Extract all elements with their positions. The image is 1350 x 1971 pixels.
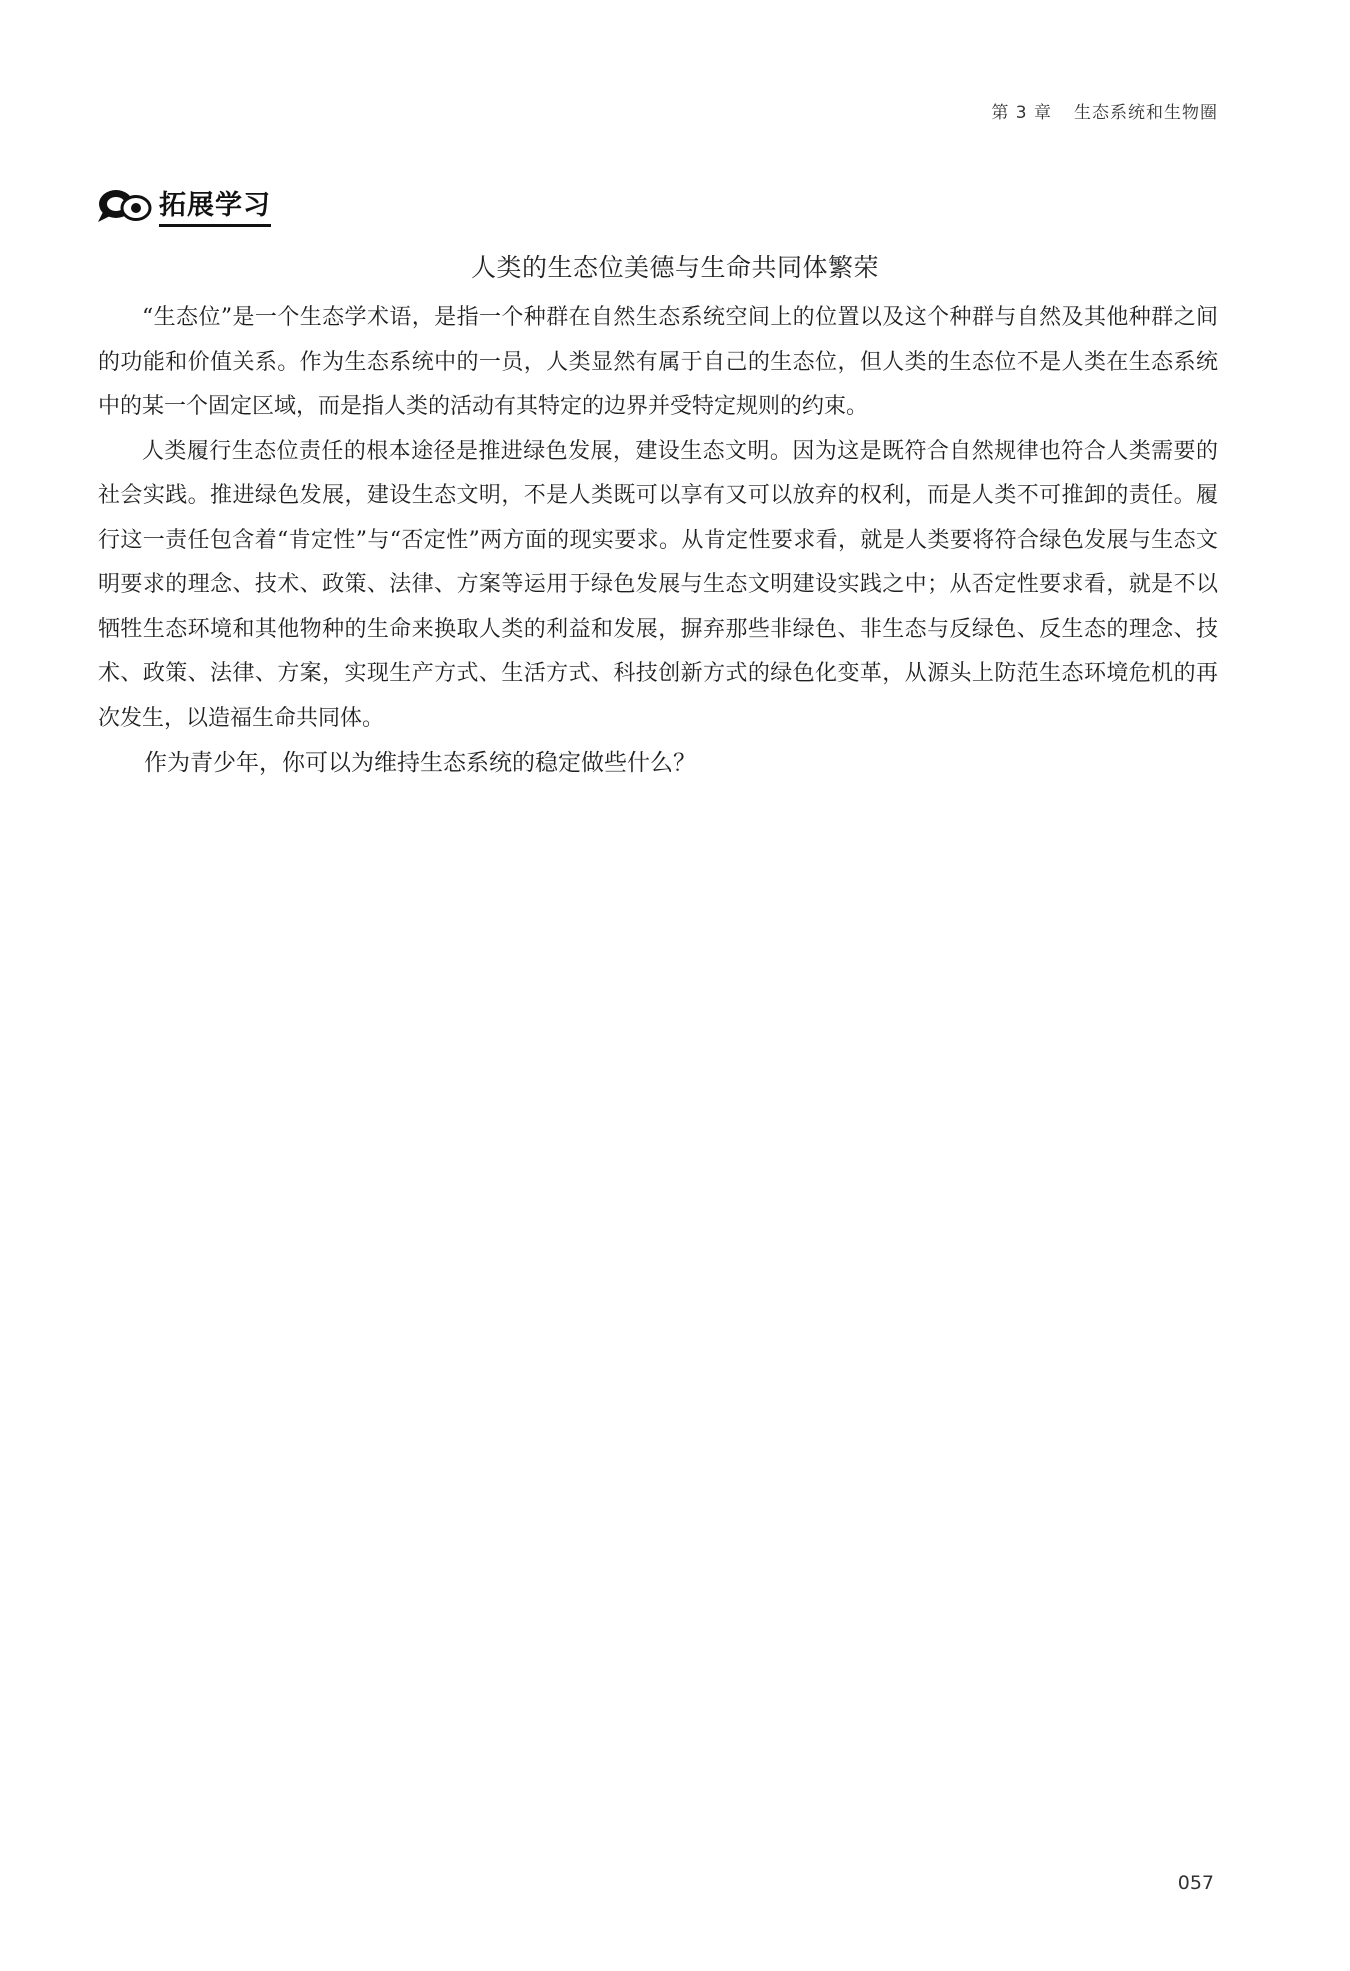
article-title: 人类的生态位美德与生命共同体繁荣 bbox=[470, 253, 879, 282]
page-number: 057 bbox=[1177, 1872, 1214, 1894]
article-body bbox=[98, 296, 1218, 786]
section-heading bbox=[95, 183, 271, 227]
chapter-number: 第 3 章 bbox=[991, 103, 1052, 123]
chapter-title: 生态系统和生物圈 bbox=[1074, 103, 1218, 123]
running-header bbox=[991, 98, 1218, 123]
section-label: 拓展学习 bbox=[159, 183, 271, 227]
discussion-question: 作为青少年，你可以为维持生态系统的稳定做些什么？ bbox=[144, 750, 696, 776]
paragraph: 人类履行生态位责任的根本途径是推进绿色发展，建设生态文明。因为这是既符合自然规律也符合人类需要的社会实践。推进绿色发展，建设生态文明，不是人类既可以享有又可以放弃的权利，而是人类不可推卸的责任。履行这一责任包含着“肯定性”与“否定性”两方面的现实要求。从肯定性要求看，就是人类要将符合绿色发展与生态文明要求的理念、技术、政策、法律、方案等运用于绿色发展与生态文明建设实践之中；从否定性要求看，就是不以牺牲生态环境和其他物种的生命来换取人类的利益和发展，摒弃那些非绿色、非生态与反绿色、反生态的理念、技术、政策、法律、方案，实现生产方式、生活方式、科技创新方式的绿色化变革，从源头上防范生态环境危机的再次发生，以造福生命共同体。 bbox=[98, 438, 1218, 731]
speech-bubbles-icon bbox=[95, 186, 153, 224]
paragraph: “生态位”是一个生态学术语，是指一个种群在自然生态系统空间上的位置以及这个种群与自然及其他种群之间的功能和价值关系。作为生态系统中的一员，人类显然有属于自己的生态位，但人类的生态位不是人类在生态系统中的某一个固定区域，而是指人类的活动有其特定的边界并受特定规则的约束。 bbox=[98, 305, 1218, 419]
